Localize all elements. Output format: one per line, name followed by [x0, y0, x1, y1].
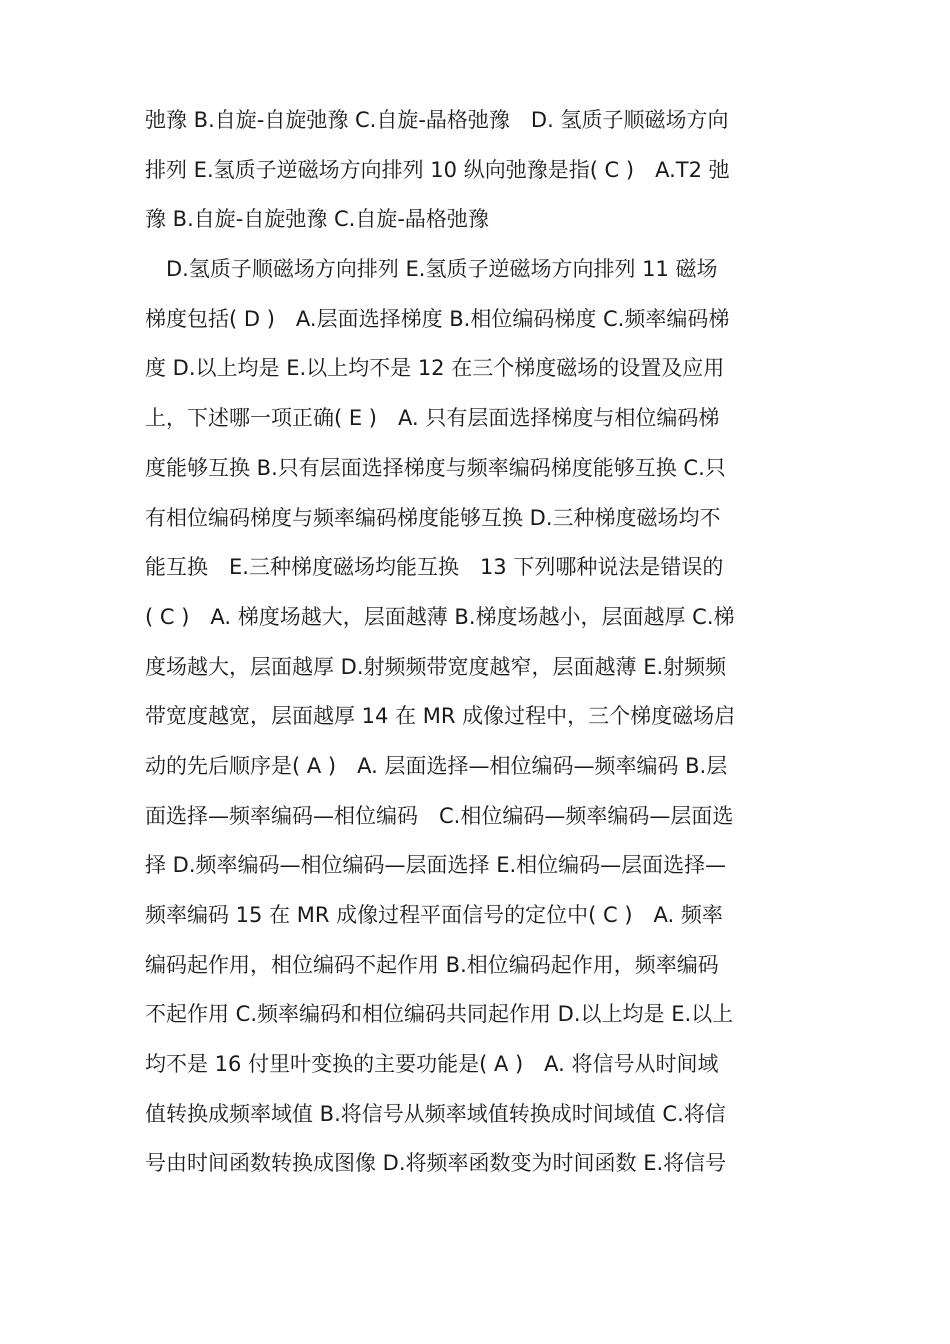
text-line: ( C ) A. 梯度场越大，层面越薄 B.梯度场越小，层面越厚 C.梯 — [145, 604, 735, 629]
text-line: 能互换 E.三种梯度磁场均能互换 13 下列哪种说法是错误的 — [145, 555, 724, 580]
text-line: 度 D.以上均是 E.以上均不是 12 在三个梯度磁场的设置及应用 — [145, 356, 725, 381]
text-line: 梯度包括( D ) A.层面选择梯度 B.相位编码梯度 C.频率编码梯 — [145, 306, 730, 331]
text-line: 号由时间函数转换成图像 D.将频率函数变为时间函数 E.将信号 — [145, 1151, 727, 1176]
text-line: 动的先后顺序是( A ) A. 层面选择—相位编码—频率编码 B.层 — [145, 753, 728, 778]
text-line: 上，下述哪一项正确( E ) A. 只有层面选择梯度与相位编码梯 — [145, 406, 720, 431]
body-text — [145, 96, 807, 1189]
text-line: 豫 B.自旋-自旋弛豫 C.自旋-晶格弛豫 — [145, 207, 489, 232]
text-line: 度场越大，层面越厚 D.射频频带宽度越窄，层面越薄 E.射频频 — [145, 654, 727, 679]
text-line: D.氢质子顺磁场方向排列 E.氢质子逆磁场方向排列 11 磁场 — [145, 257, 718, 282]
text-line: 均不是 16 付里叶变换的主要功能是( A ) A. 将信号从时间域 — [145, 1052, 719, 1077]
text-line: 编码起作用，相位编码不起作用 B.相位编码起作用，频率编码 — [145, 952, 719, 977]
text-line: 面选择—频率编码—相位编码 C.相位编码—频率编码—层面选 — [145, 803, 734, 828]
text-line: 度能够互换 B.只有层面选择梯度与频率编码梯度能够互换 C.只 — [145, 455, 726, 480]
text-line: 弛豫 B.自旋-自旋弛豫 C.自旋-晶格弛豫 D. 氢质子顺磁场方向 — [145, 108, 729, 132]
text-line: 有相位编码梯度与频率编码梯度能够互换 D.三种梯度磁场均不 — [145, 505, 721, 530]
text-line: 排列 E.氢质子逆磁场方向排列 10 纵向弛豫是指( C ) A.T2 弛 — [145, 157, 730, 182]
text-line: 值转换成频率域值 B.将信号从频率域值转换成时间域值 C.将信 — [145, 1101, 726, 1126]
text-line: 不起作用 C.频率编码和相位编码共同起作用 D.以上均是 E.以上 — [145, 1002, 734, 1027]
text-line: 择 D.频率编码—相位编码—层面选择 E.相位编码—层面选择— — [145, 853, 727, 878]
text-line: 带宽度越宽，层面越厚 14 在 MR 成像过程中，三个梯度磁场启 — [145, 704, 736, 729]
text-line: 频率编码 15 在 MR 成像过程平面信号的定位中( C ) A. 频率 — [145, 903, 723, 927]
